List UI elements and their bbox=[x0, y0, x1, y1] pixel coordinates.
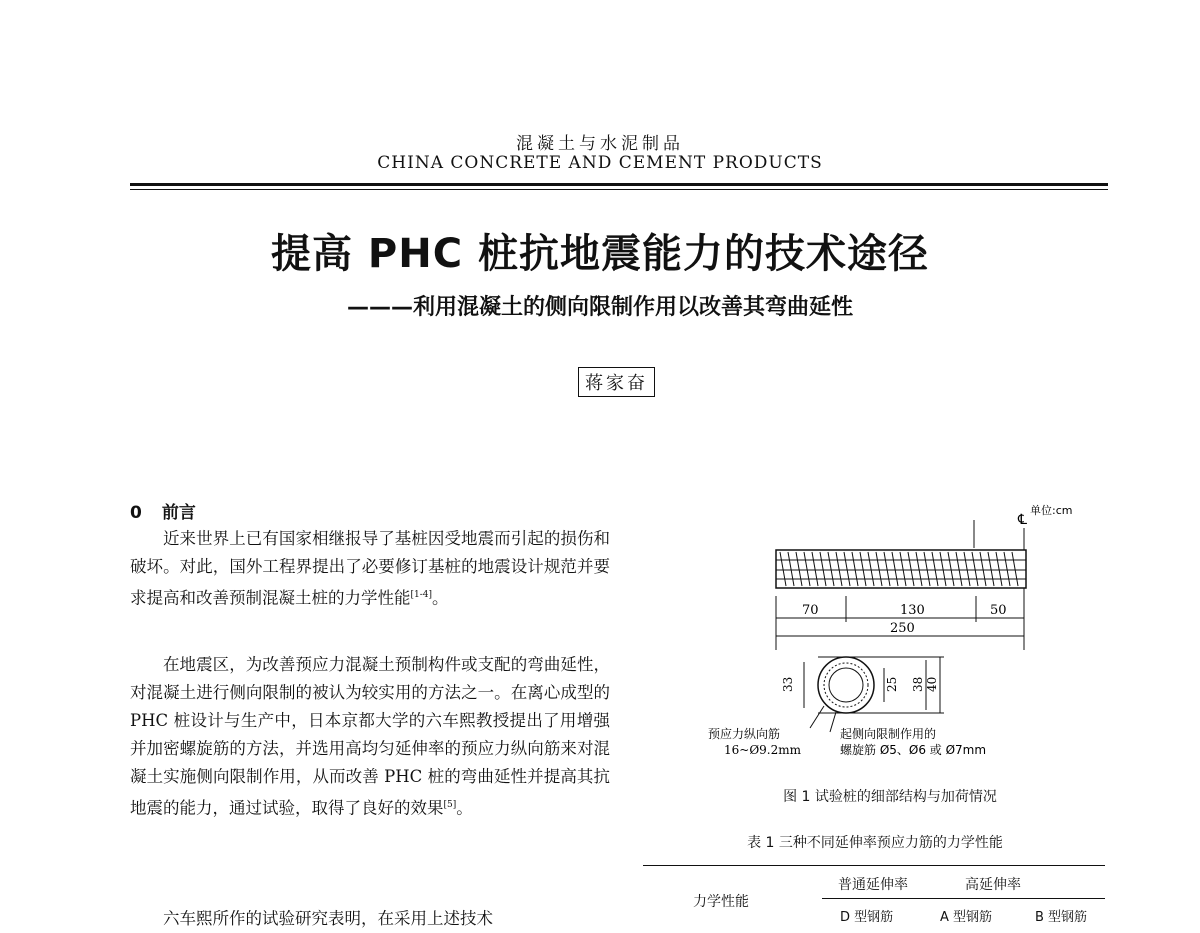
table-caption: 表 1 三种不同延伸率预应力筋的力学性能 bbox=[747, 835, 1003, 851]
header-rule-thin bbox=[130, 189, 1108, 190]
author-name: 蒋家奋 bbox=[578, 367, 655, 397]
label-spiral-line1: 起侧向限制作用的 bbox=[840, 727, 937, 741]
paragraph-end: 。 bbox=[456, 798, 473, 818]
figure-pile-diagram bbox=[700, 500, 1100, 805]
dim-25: 25 bbox=[885, 676, 899, 692]
dim-70: 70 bbox=[802, 603, 819, 618]
paragraph-intro bbox=[130, 525, 610, 613]
section-number: 0 bbox=[130, 503, 142, 523]
header-rule-thick bbox=[130, 183, 1108, 186]
dim-50: 50 bbox=[990, 603, 1007, 618]
journal-name-english: CHINA CONCRETE AND CEMENT PRODUCTS bbox=[377, 153, 823, 173]
citation-ref: [1-4] bbox=[410, 590, 433, 600]
paragraph-text: 在地震区，为改善预应力混凝土预制构件或支配的弯曲延性，对混凝土进行侧向限制的被认为较实用的方法之一。在离心成型的 PHC 桩设计与生产中，日本京都大学的六车熙教授提出了用增强并加密螺旋筋的方法，并选用高均匀延伸率的预应力纵向筋来对混凝土实施侧向限制作用，从而改善 PHC 桩的弯曲延性并提高其抗地震的能力，通过试验，取得了良好的效果 bbox=[130, 655, 610, 818]
dim-130: 130 bbox=[900, 603, 925, 618]
table-subheader-d-type: D 型钢筋 bbox=[840, 910, 894, 925]
paragraph-end: 。 bbox=[432, 588, 449, 608]
section-heading bbox=[130, 498, 196, 523]
table-header-normal-elongation: 普通延伸率 bbox=[838, 877, 908, 893]
table-header-high-elongation: 高延伸率 bbox=[965, 877, 1021, 893]
table-top-rule bbox=[643, 865, 1105, 866]
dim-250: 250 bbox=[890, 621, 915, 636]
dim-33: 33 bbox=[781, 676, 795, 692]
section-title: 前言 bbox=[161, 503, 196, 523]
dim-40: 40 bbox=[925, 676, 939, 692]
centerline-symbol: ℄ bbox=[1018, 512, 1027, 528]
article-title: 提高 PHC 桩抗地震能力的技术途径 bbox=[271, 231, 929, 277]
table-subheader-rule bbox=[822, 898, 1105, 899]
unit-label: 单位:cm bbox=[1030, 504, 1073, 517]
table-subheader-b-type: B 型钢筋 bbox=[1035, 910, 1088, 925]
table-subheader-a-type: A 型钢筋 bbox=[940, 910, 993, 925]
leader-spiral bbox=[830, 712, 836, 732]
citation-ref: [5] bbox=[443, 800, 457, 810]
paragraph-text: 近来世界上已有国家相继报导了基桩因受地震而引起的损伤和破坏。对此，国外工程界提出了必要修订基桩的地震设计规范并要求提高和改善预制混凝土桩的力学性能 bbox=[130, 529, 610, 608]
table-header-property: 力学性能 bbox=[693, 894, 749, 910]
leader-long-bar bbox=[810, 706, 824, 728]
label-long-bar-line2: 16~Ø9.2mm bbox=[724, 743, 802, 757]
paragraph-method bbox=[130, 651, 610, 823]
journal-name-chinese: 混凝土与水泥制品 bbox=[516, 134, 684, 154]
dim-38: 38 bbox=[911, 676, 925, 692]
label-spiral-line2: 螺旋筋 Ø5、Ø6 或 Ø7mm bbox=[840, 743, 987, 757]
article-subtitle: ———利用混凝土的侧向限制作用以改善其弯曲延性 bbox=[346, 295, 853, 320]
paragraph-results: 六车熙所作的试验研究表明，在采用上述技术 bbox=[163, 909, 493, 928]
label-long-bar-line1: 预应力纵向筋 bbox=[708, 727, 781, 741]
figure-caption: 图 1 试验桩的细部结构与加荷情况 bbox=[783, 789, 997, 805]
